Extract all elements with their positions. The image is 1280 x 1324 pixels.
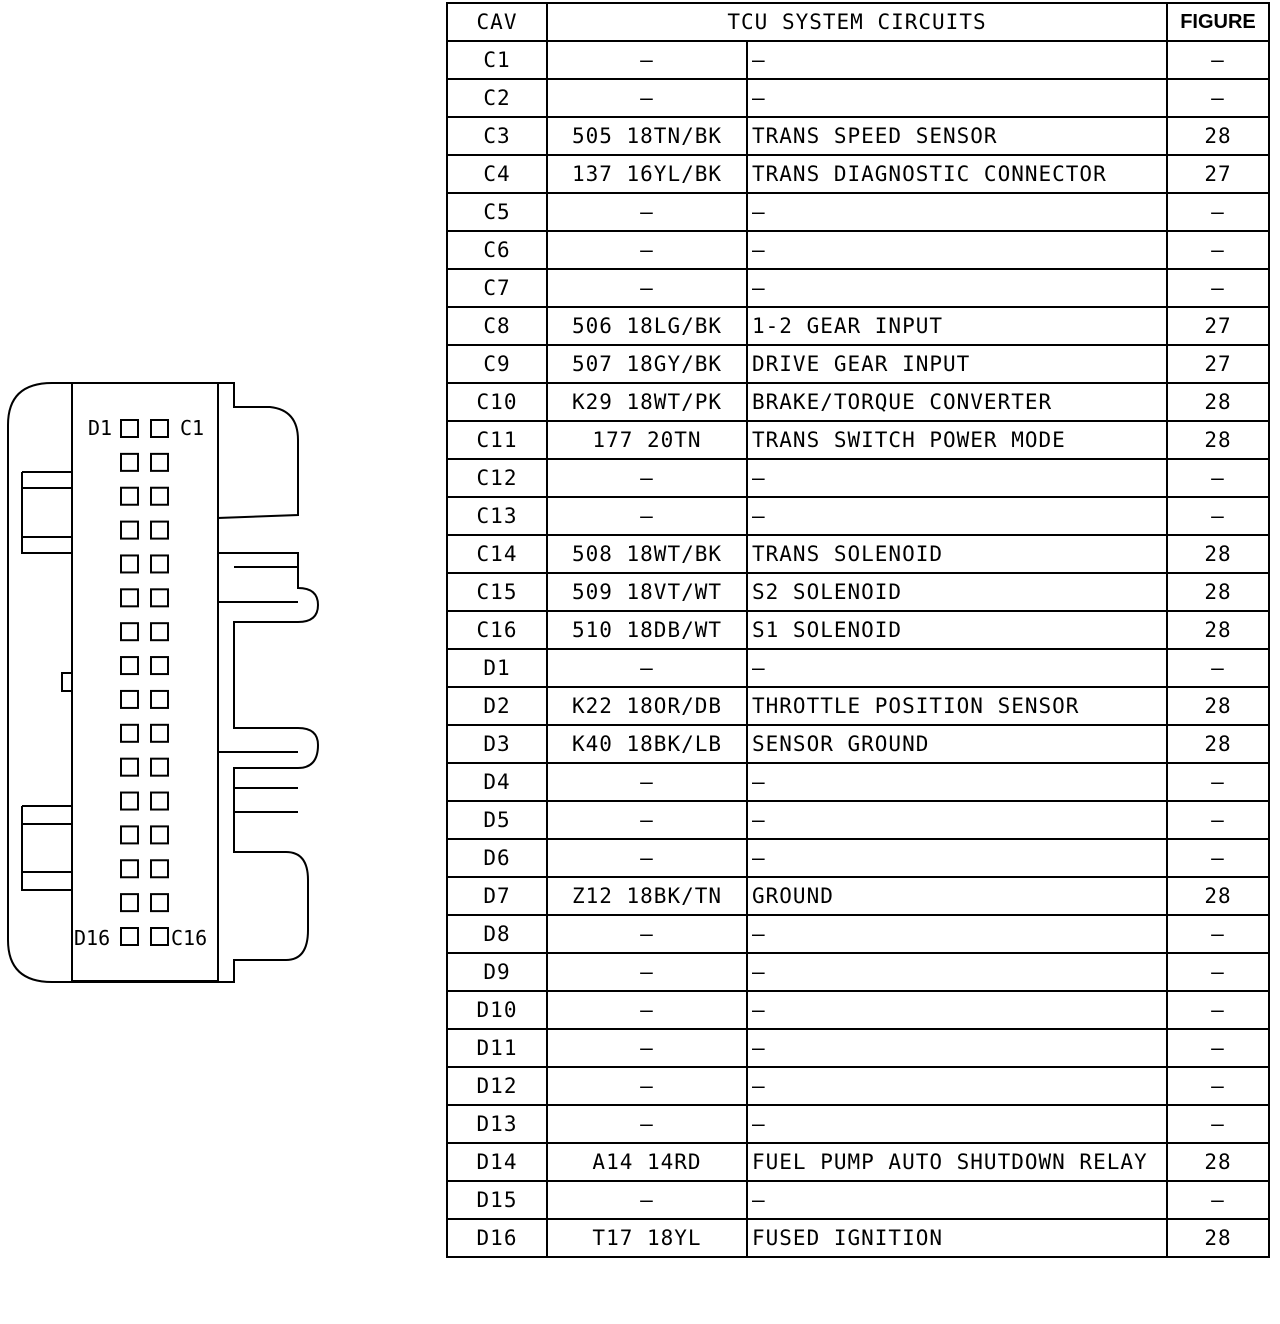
pin-d12: [121, 793, 138, 810]
wire-cell: 137 16YL/BK: [547, 155, 747, 193]
table-row: [447, 79, 1269, 117]
circuit-desc-cell: —: [747, 953, 1167, 991]
pin-label-d1: D1: [88, 416, 113, 440]
figure-cell: 28: [1167, 687, 1269, 725]
circuit-desc-cell: —: [747, 497, 1167, 535]
cav-cell: D2: [447, 687, 547, 725]
pin-c16: [151, 928, 168, 945]
wire-cell: K40 18BK/LB: [547, 725, 747, 763]
wire-cell: —: [547, 1067, 747, 1105]
cav-cell: C7: [447, 269, 547, 307]
figure-cell: 27: [1167, 345, 1269, 383]
cav-cell: C6: [447, 231, 547, 269]
wire-cell: —: [547, 269, 747, 307]
table-row: [447, 725, 1269, 763]
table-row: [447, 1219, 1269, 1257]
cav-cell: C16: [447, 611, 547, 649]
left-latch-lower: [22, 806, 72, 890]
circuit-desc-cell: FUEL PUMP AUTO SHUTDOWN RELAY: [747, 1143, 1167, 1181]
circuit-desc-cell: —: [747, 459, 1167, 497]
pin-d8: [121, 657, 138, 674]
circuit-desc-cell: SENSOR GROUND: [747, 725, 1167, 763]
table-row: [447, 231, 1269, 269]
wire-cell: —: [547, 839, 747, 877]
cav-cell: D3: [447, 725, 547, 763]
circuit-desc-cell: —: [747, 79, 1167, 117]
wire-cell: Z12 18BK/TN: [547, 877, 747, 915]
figure-cell: 28: [1167, 535, 1269, 573]
circuit-desc-cell: —: [747, 1067, 1167, 1105]
pin-d2: [121, 454, 138, 471]
left-latch-upper: [22, 472, 72, 553]
wire-cell: —: [547, 915, 747, 953]
cav-cell: C1: [447, 41, 547, 79]
pin-c11: [151, 759, 168, 776]
figure-cell: 28: [1167, 611, 1269, 649]
figure-cell: 28: [1167, 383, 1269, 421]
circuit-desc-cell: —: [747, 1105, 1167, 1143]
cav-cell: D12: [447, 1067, 547, 1105]
pinout-table: [446, 2, 1270, 1258]
pin-array: [121, 420, 168, 945]
pin-c3: [151, 488, 168, 505]
pin-c13: [151, 826, 168, 843]
circuit-desc-cell: TRANS SPEED SENSOR: [747, 117, 1167, 155]
wire-cell: —: [547, 231, 747, 269]
table-row: [447, 1105, 1269, 1143]
table-row: [447, 269, 1269, 307]
circuit-desc-cell: BRAKE/TORQUE CONVERTER: [747, 383, 1167, 421]
pin-d1: [121, 420, 138, 437]
wire-cell: —: [547, 497, 747, 535]
cav-cell: D7: [447, 877, 547, 915]
cav-cell: C2: [447, 79, 547, 117]
connector-diagram: [0, 370, 330, 1000]
cav-cell: C11: [447, 421, 547, 459]
header-cav: CAV: [447, 3, 547, 41]
pin-c4: [151, 522, 168, 539]
pin-d11: [121, 759, 138, 776]
circuit-desc-cell: —: [747, 763, 1167, 801]
table-row: [447, 383, 1269, 421]
wire-cell: K22 18OR/DB: [547, 687, 747, 725]
figure-cell: —: [1167, 497, 1269, 535]
circuit-desc-cell: —: [747, 269, 1167, 307]
circuit-desc-cell: 1-2 GEAR INPUT: [747, 307, 1167, 345]
figure-cell: —: [1167, 801, 1269, 839]
wire-cell: —: [547, 1105, 747, 1143]
circuit-desc-cell: GROUND: [747, 877, 1167, 915]
table-row: [447, 839, 1269, 877]
wire-cell: —: [547, 1029, 747, 1067]
table-row: [447, 1143, 1269, 1181]
wire-cell: —: [547, 1181, 747, 1219]
table-row: [447, 573, 1269, 611]
circuit-desc-cell: —: [747, 991, 1167, 1029]
cav-cell: D6: [447, 839, 547, 877]
figure-cell: —: [1167, 763, 1269, 801]
table-row: [447, 953, 1269, 991]
wire-cell: 510 18DB/WT: [547, 611, 747, 649]
pin-c6: [151, 589, 168, 606]
figure-cell: —: [1167, 839, 1269, 877]
cav-cell: D13: [447, 1105, 547, 1143]
table-row: [447, 1029, 1269, 1067]
cav-cell: C14: [447, 535, 547, 573]
wire-cell: —: [547, 193, 747, 231]
circuit-desc-cell: —: [747, 231, 1167, 269]
figure-cell: —: [1167, 1105, 1269, 1143]
wire-cell: —: [547, 41, 747, 79]
circuit-desc-cell: —: [747, 193, 1167, 231]
cav-cell: C13: [447, 497, 547, 535]
wire-cell: 509 18VT/WT: [547, 573, 747, 611]
pin-d3: [121, 488, 138, 505]
table-header-row: [447, 3, 1269, 41]
table-row: [447, 307, 1269, 345]
pin-label-c1: C1: [180, 416, 205, 440]
figure-cell: 28: [1167, 1219, 1269, 1257]
table-row: [447, 801, 1269, 839]
table-row: [447, 915, 1269, 953]
cav-cell: C15: [447, 573, 547, 611]
pin-c10: [151, 725, 168, 742]
cav-cell: D4: [447, 763, 547, 801]
figure-cell: —: [1167, 1067, 1269, 1105]
table-row: [447, 1067, 1269, 1105]
figure-cell: —: [1167, 991, 1269, 1029]
pin-c1: [151, 420, 168, 437]
pin-d15: [121, 894, 138, 911]
wire-cell: —: [547, 991, 747, 1029]
circuit-desc-cell: S2 SOLENOID: [747, 573, 1167, 611]
cav-cell: D14: [447, 1143, 547, 1181]
pin-d9: [121, 691, 138, 708]
table-row: [447, 497, 1269, 535]
circuit-desc-cell: —: [747, 915, 1167, 953]
circuit-desc-cell: TRANS SWITCH POWER MODE: [747, 421, 1167, 459]
figure-cell: 28: [1167, 117, 1269, 155]
cav-cell: D9: [447, 953, 547, 991]
figure-cell: —: [1167, 953, 1269, 991]
wire-cell: K29 18WT/PK: [547, 383, 747, 421]
cav-cell: D8: [447, 915, 547, 953]
table-body: [447, 41, 1269, 1257]
pin-d10: [121, 725, 138, 742]
figure-cell: 28: [1167, 421, 1269, 459]
wire-cell: 508 18WT/BK: [547, 535, 747, 573]
pin-c14: [151, 860, 168, 877]
circuit-desc-cell: —: [747, 649, 1167, 687]
table-row: [447, 1181, 1269, 1219]
circuit-desc-cell: THROTTLE POSITION SENSOR: [747, 687, 1167, 725]
right-rail-lower: [218, 752, 298, 812]
figure-cell: —: [1167, 459, 1269, 497]
cav-cell: C10: [447, 383, 547, 421]
table-row: [447, 459, 1269, 497]
pin-c15: [151, 894, 168, 911]
table-row: [447, 421, 1269, 459]
wire-cell: —: [547, 801, 747, 839]
figure-cell: —: [1167, 649, 1269, 687]
figure-cell: —: [1167, 1029, 1269, 1067]
pin-c7: [151, 623, 168, 640]
wire-cell: —: [547, 459, 747, 497]
wire-cell: 507 18GY/BK: [547, 345, 747, 383]
table-row: [447, 763, 1269, 801]
cav-cell: D11: [447, 1029, 547, 1067]
figure-cell: —: [1167, 79, 1269, 117]
pin-field: [72, 383, 218, 981]
cav-cell: D1: [447, 649, 547, 687]
table-row: [447, 611, 1269, 649]
figure-cell: 28: [1167, 573, 1269, 611]
pin-c5: [151, 555, 168, 572]
pin-d14: [121, 860, 138, 877]
right-rail-upper: [218, 567, 298, 602]
cav-cell: C5: [447, 193, 547, 231]
circuit-desc-cell: —: [747, 1181, 1167, 1219]
cav-cell: D5: [447, 801, 547, 839]
figure-cell: 28: [1167, 1143, 1269, 1181]
wire-cell: 505 18TN/BK: [547, 117, 747, 155]
cav-cell: C8: [447, 307, 547, 345]
pin-d7: [121, 623, 138, 640]
pin-c8: [151, 657, 168, 674]
table-row: [447, 193, 1269, 231]
circuit-desc-cell: S1 SOLENOID: [747, 611, 1167, 649]
wire-cell: 177 20TN: [547, 421, 747, 459]
table-row: [447, 535, 1269, 573]
figure-cell: 28: [1167, 877, 1269, 915]
wire-cell: A14 14RD: [547, 1143, 747, 1181]
figure-cell: —: [1167, 193, 1269, 231]
cav-cell: C4: [447, 155, 547, 193]
table-row: [447, 649, 1269, 687]
wire-cell: —: [547, 763, 747, 801]
cav-cell: C9: [447, 345, 547, 383]
circuit-desc-cell: —: [747, 801, 1167, 839]
circuit-desc-cell: TRANS SOLENOID: [747, 535, 1167, 573]
cav-cell: C3: [447, 117, 547, 155]
figure-cell: —: [1167, 1181, 1269, 1219]
pin-d6: [121, 589, 138, 606]
wire-cell: —: [547, 953, 747, 991]
circuit-desc-cell: FUSED IGNITION: [747, 1219, 1167, 1257]
wire-cell: T17 18YL: [547, 1219, 747, 1257]
pin-d5: [121, 555, 138, 572]
wire-cell: 506 18LG/BK: [547, 307, 747, 345]
figure-cell: 27: [1167, 155, 1269, 193]
table-row: [447, 877, 1269, 915]
wire-cell: —: [547, 649, 747, 687]
circuit-desc-cell: —: [747, 839, 1167, 877]
figure-cell: 27: [1167, 307, 1269, 345]
circuit-desc-cell: —: [747, 1029, 1167, 1067]
pin-label-d16: D16: [74, 926, 111, 950]
pin-c2: [151, 454, 168, 471]
header-tcu-system-circuits: TCU SYSTEM CIRCUITS: [547, 3, 1167, 41]
cav-cell: D10: [447, 991, 547, 1029]
circuit-desc-cell: TRANS DIAGNOSTIC CONNECTOR: [747, 155, 1167, 193]
pin-d4: [121, 522, 138, 539]
wire-cell: —: [547, 79, 747, 117]
table-row: [447, 345, 1269, 383]
figure-cell: —: [1167, 231, 1269, 269]
table-row: [447, 991, 1269, 1029]
table-row: [447, 117, 1269, 155]
circuit-desc-cell: DRIVE GEAR INPUT: [747, 345, 1167, 383]
left-tab: [62, 673, 72, 691]
table-row: [447, 155, 1269, 193]
figure-cell: 28: [1167, 725, 1269, 763]
pin-label-c16: C16: [171, 926, 208, 950]
table-row: [447, 687, 1269, 725]
pin-c12: [151, 793, 168, 810]
circuit-desc-cell: —: [747, 41, 1167, 79]
table-row: [447, 41, 1269, 79]
header-figure: FIGURE: [1167, 3, 1269, 41]
figure-cell: —: [1167, 269, 1269, 307]
pin-d16: [121, 928, 138, 945]
pin-d13: [121, 826, 138, 843]
figure-cell: —: [1167, 41, 1269, 79]
cav-cell: C12: [447, 459, 547, 497]
pin-c9: [151, 691, 168, 708]
cav-cell: D16: [447, 1219, 547, 1257]
figure-cell: —: [1167, 915, 1269, 953]
cav-cell: D15: [447, 1181, 547, 1219]
